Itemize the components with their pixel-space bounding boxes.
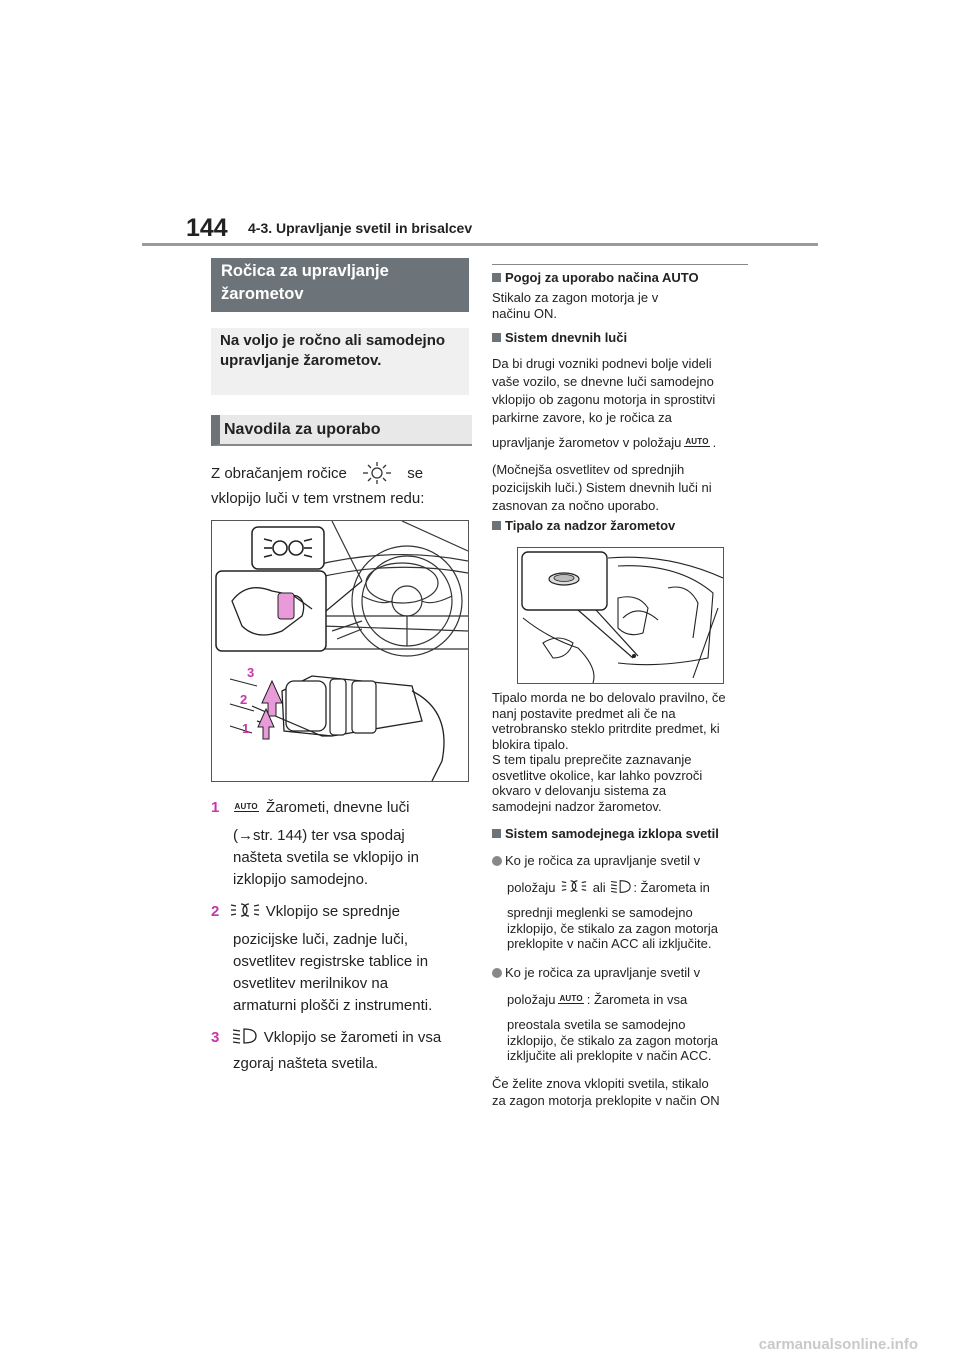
item-line: (→str. 144) ter vsa spodaj	[233, 827, 405, 844]
callout-1: 1	[242, 721, 250, 736]
lead-paragraph	[211, 462, 471, 485]
callout-2: 2	[240, 692, 248, 707]
sensor-heading: Tipalo za nadzor žarometov	[492, 518, 675, 533]
auto-heading: Pogoj za uporabo načina AUTO	[492, 270, 699, 285]
bullet-1-rest: sprednji meglenki se samodejno izklopijo, če stikalo za zagon motorja preklopite v način ACC ali izključite.	[507, 905, 718, 951]
item-number: 1	[211, 799, 220, 816]
off-heading: Sistem samodejnega izklopa svetil	[492, 826, 719, 841]
headlight-icon	[232, 1027, 258, 1045]
header-rule	[142, 243, 818, 246]
headlight-icon	[610, 879, 632, 894]
item-text: Vklopijo se sprednje	[265, 903, 400, 920]
item-continuation	[233, 929, 473, 1017]
bullet-2-line2: položaju AUTO : Žarometa in vsa	[507, 992, 688, 1007]
drl-heading: Sistem dnevnih luči	[492, 330, 627, 345]
closing-text: Če želite znova vklopiti svetila, stikalo za zagon motorja preklopite v način ON	[492, 1076, 720, 1108]
sensor-illustration	[518, 548, 723, 683]
list-item	[211, 901, 471, 923]
lever-knob-icon	[357, 462, 397, 484]
item-line: osvetlitev registrske tablice in	[233, 953, 429, 970]
instructions-heading: Navodila za uporabo	[211, 415, 472, 446]
lever-figure	[211, 520, 469, 782]
bullet-dot	[492, 856, 502, 866]
list-item	[211, 1027, 471, 1049]
item-number: 3	[211, 1029, 220, 1046]
item-line: našteta svetila se vklopijo in	[233, 849, 419, 866]
watermark: carmanualsonline.info	[758, 1336, 918, 1353]
drl-icon-line: upravljanje žarometov v položaju AUTO .	[492, 435, 717, 450]
drl-text: Da bi drugi vozniki podnevi bolje videli vaše vozilo, se dnevne luči samodejno vklopijo ob zagonu motorja in sprostitvi parkirne zavore, ko je ročica za	[492, 356, 716, 425]
parking-lights-icon	[230, 902, 260, 918]
bullet-1: Ko je ročica za upravljanje svetil v	[492, 853, 754, 869]
auto-icon: AUTO	[559, 994, 583, 1003]
bullet-1-line2: položaju ali : Žarometa in	[507, 880, 710, 895]
lever-illustration	[212, 521, 468, 781]
lead-line1-pre: Z obračanjem ročice	[211, 465, 347, 482]
item-continuation	[233, 1053, 473, 1075]
section-title: 4-3. Upravljanje svetil in brisalcev	[248, 220, 473, 236]
drl-text2: (Močnejša osvetlitev od sprednjih pozicijskih luči.) Sistem dnevnih luči ni zasnovan za nočno uporabo.	[492, 462, 712, 513]
lead-line1-post: se	[407, 465, 424, 482]
auto-icon: AUTO	[685, 437, 709, 446]
item-number: 2	[211, 903, 220, 920]
callout-3: 3	[247, 665, 255, 680]
intro-note: Na voljo je ročno ali samodejno upravljanje žarometov.	[211, 328, 469, 395]
list-item	[211, 797, 471, 819]
item-text: Vklopijo se žarometi in vsa	[263, 1029, 442, 1046]
lead-line2: vklopijo luči v tem vrstnem redu:	[211, 490, 425, 507]
auto-text: Stikalo za zagon motorja je v načinu ON.	[492, 290, 659, 321]
item-text: Žarometi, dnevne luči	[266, 799, 410, 816]
right-top-rule	[492, 264, 748, 265]
bullet-2-rest: preostala svetila se samodejno izklopijo, če stikalo za zagon motorja izključite ali preklopite v način ACC.	[507, 1017, 718, 1063]
bullet-2: Ko je ročica za upravljanje svetil v	[492, 965, 754, 981]
item-line: zgoraj našteta svetila.	[233, 1055, 379, 1072]
item-continuation	[233, 825, 473, 891]
page-number: 144	[186, 214, 228, 242]
item-line: pozicijske luči, zadnje luči,	[233, 931, 409, 948]
item-line: osvetlitev merilnikov na	[233, 975, 389, 992]
item-line: armaturni plošči z instrumenti.	[233, 997, 433, 1014]
sensor-figure	[517, 547, 724, 684]
item-line: izklopijo samodejno.	[233, 871, 369, 888]
auto-icon: AUTO	[234, 802, 258, 811]
parking-lights-icon	[561, 879, 587, 893]
sensor-text: Tipalo morda ne bo delovalo pravilno, če nanj postavite predmet ali če na vetrobransko steklo pritrdite predmet, ki blokira tipalo. S tem tipalu preprečite zaznavanje osvetlitve okolice, kar lahko povzroči okvaro v delovanju sistema za samodejni nadzor žarometov.	[492, 690, 726, 814]
section-heading: Ročica za upravljanje žarometov	[211, 258, 469, 312]
bullet-dot	[492, 968, 502, 978]
